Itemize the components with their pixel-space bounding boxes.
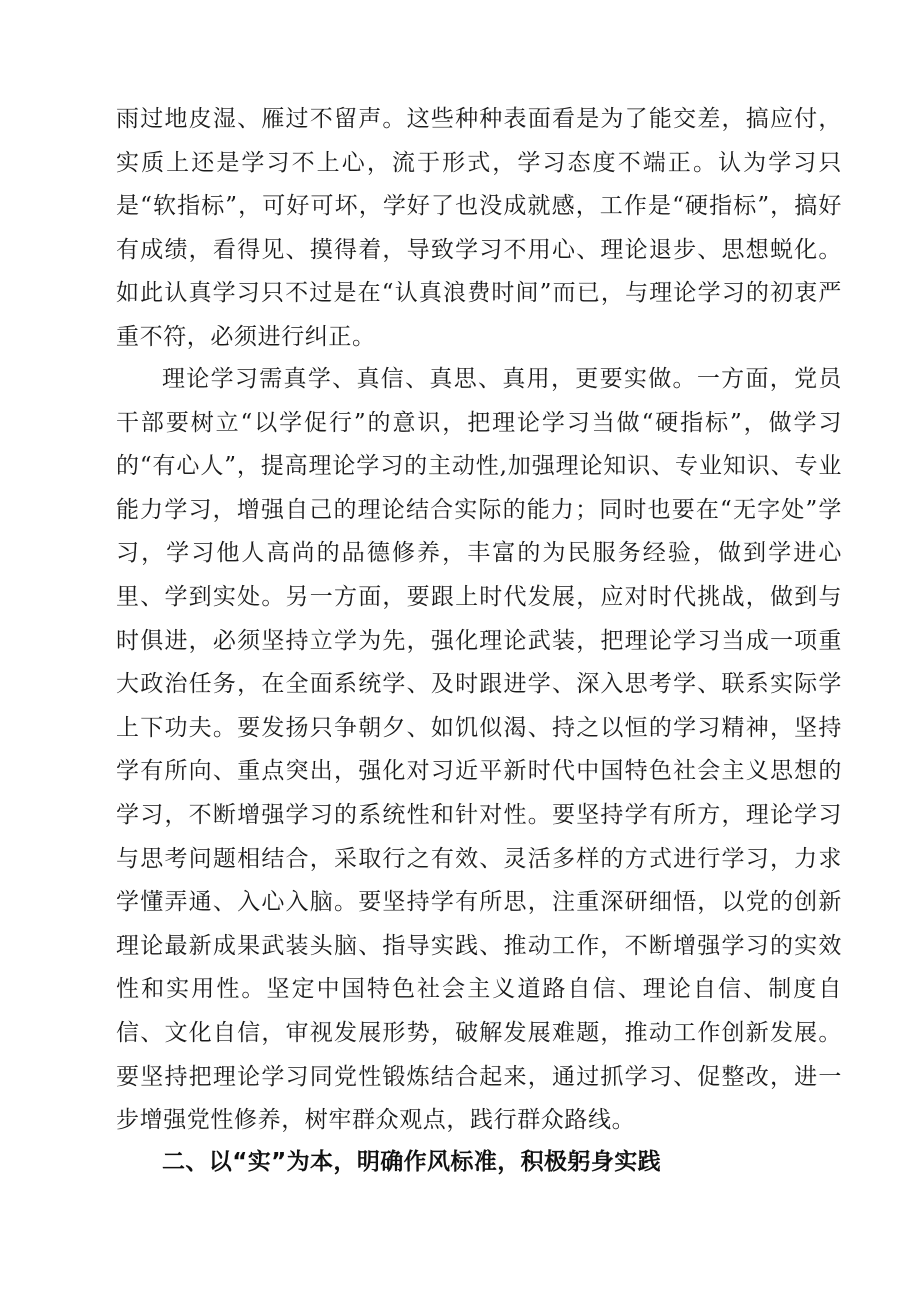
section-heading: 二、以“实”为本，明确作风标准，积极躬身实践	[162, 1149, 662, 1175]
paragraph-theory-study: 理论学习需真学、真信、真思、真用，更要实做。一方面，党员干部要树立“以学促行”的意识，把理论学习当做“硬指标”，做学习的“有心人”，提高理论学习的主动性,加强理论知识、专业知识、专业能力学习，增强自己的理论结合实际的能力；同时也要在“无字处”学习，学习他人高尚的品德修养，丰富的为民服务经验，做到学进心里、学到实处。另一方面，要跟上时代发展，应对时代挑战，做到与时俱进，必须坚持立学为先，强化理论武装，把理论学习当成一项重大政治任务，在全面系统学、及时跟进学、深入思考学、联系实际学上下功夫。要发扬只争朝夕、如饥似渴、持之以恒的学习精神，坚持学有所向、重点突出，强化对习近平新时代中国特色社会主义思想的学习，不断增强学习的系统性和针对性。要坚持学有所方，理论学习与思考问题相结合，采取行之有效、灵活多样的方式进行学习，力求学懂弄通、入心入脑。要坚持学有所思，注重深研细悟，以党的创新理论最新成果武装头脑、指导实践、推动工作，不断增强学习的实效性和实用性。坚定中国特色社会主义道路自信、理论自信、制度自信、文化自信，审视发展形势，破解发展难题，推动工作创新发展。要坚持把理论学习同党性锻炼结合起来，通过抓学习、促整改，进一步增强党性修养，树牢群众观点，践行群众路线。	[116, 366, 842, 1134]
paragraph-continuation: 雨过地皮湿、雁过不留声。这些种种表面看是为了能交差，搞应付，实质上还是学习不上心，流于形式，学习态度不端正。认为学习只是“软指标”，可好可坏，学好了也没成就感，工作是“硬指标”，搞好有成绩，看得见、摸得着，导致学习不用心、理论退步、思想蜕化。如此认真学习只不过是在“认真浪费时间”而已，与理论学习的初衷严重不符，必须进行纠正。	[116, 106, 842, 350]
